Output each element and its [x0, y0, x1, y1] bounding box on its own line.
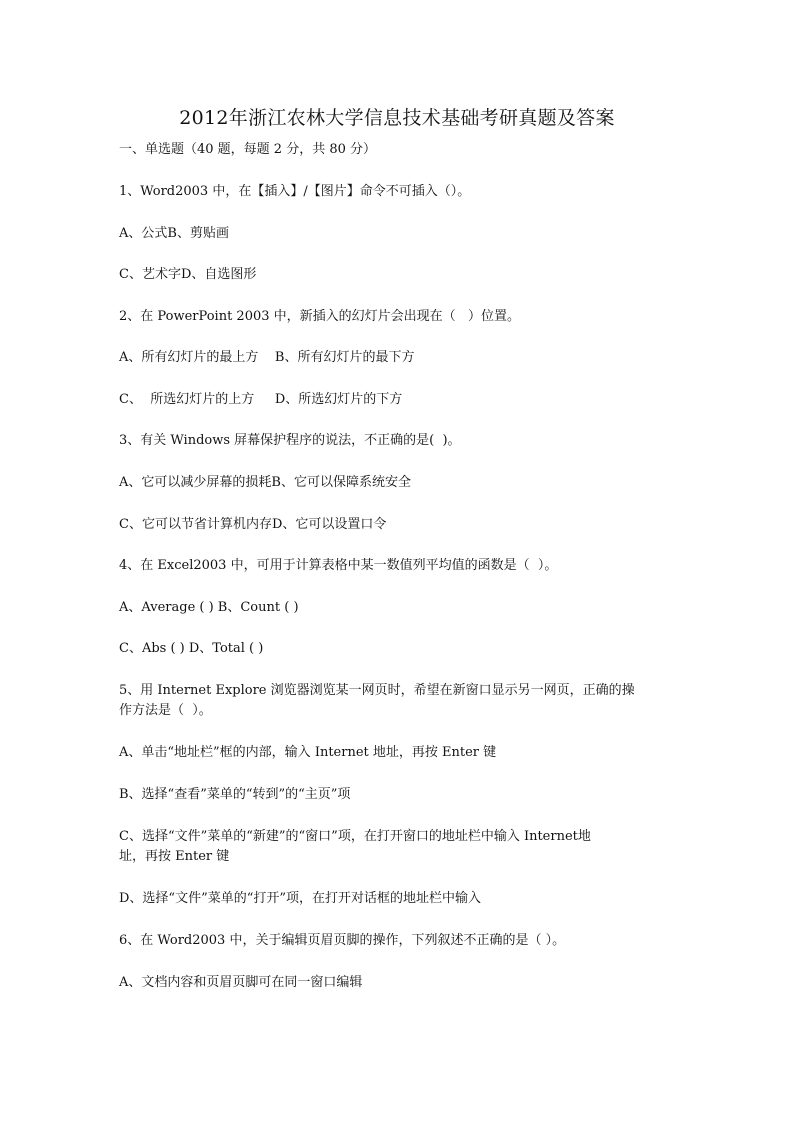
- question-4-option-ab: A、Average ( ) B、Count ( ): [119, 600, 299, 615]
- question-3-option-ab: A、它可以减少屏幕的损耗B、它可以保障系统安全: [119, 475, 411, 490]
- question-5-stem-line1: 5、用 Internet Explore 浏览器浏览某一网页时，希望在新窗口显示另一网页，正确的操: [119, 683, 635, 698]
- question-1-option-ab: A、公式B、剪贴画: [119, 226, 229, 241]
- question-2-stem: 2、在 PowerPoint 2003 中，新插入的幻灯片会出现在（ ）位置。: [119, 309, 521, 324]
- question-5-option-a: A、单击“地址栏”框的内部，输入 Internet 地址，再按 Enter 键: [119, 745, 497, 760]
- question-1-stem: 1、Word2003 中，在【插入】/【图片】命令不可插入（）。: [119, 184, 471, 199]
- question-5-stem-line2: 作方法是（ ）。: [119, 703, 212, 718]
- question-4-option-cd: C、Abs ( ) D、Total ( ): [119, 641, 264, 656]
- question-3-stem: 3、有关 Windows 屏幕保护程序的说法，不正确的是( )。: [119, 433, 461, 448]
- question-6-option-a: A、文档内容和页眉页脚可在同一窗口编辑: [119, 975, 363, 990]
- question-5-option-c-line2: 址，再按 Enter 键: [119, 849, 230, 864]
- question-1-option-cd: C、艺术字D、自选图形: [119, 267, 257, 282]
- question-5-option-c-line1: C、选择“文件”菜单的“新建”的“窗口”项，在打开窗口的地址栏中输入 Internet地: [119, 829, 591, 844]
- question-6-stem: 6、在 Word2003 中，关于编辑页眉页脚的操作，下列叙述不正确的是（ ）。: [119, 933, 566, 948]
- question-3-option-cd: C、它可以节省计算机内存D、它可以设置口令: [119, 517, 387, 532]
- question-2-option-cd: C、 所选幻灯片的上方 D、所选幻灯片的下方: [119, 392, 403, 407]
- question-2-option-ab: A、所有幻灯片的最上方 B、所有幻灯片的最下方: [119, 350, 415, 365]
- question-5-option-b: B、选择“查看”菜单的“转到”的“主页”项: [119, 787, 351, 802]
- document-title: 2012年浙江农林大学信息技术基础考研真题及答案: [179, 107, 615, 129]
- question-5-option-d: D、选择“文件”菜单的“打开”项，在打开对话框的地址栏中输入: [119, 891, 482, 906]
- section-heading: 一、单选题（40 题，每题 2 分，共 80 分）: [119, 142, 377, 157]
- question-4-stem: 4、在 Excel2003 中，可用于计算表格中某一数值列平均值的函数是（ ）。: [119, 558, 558, 573]
